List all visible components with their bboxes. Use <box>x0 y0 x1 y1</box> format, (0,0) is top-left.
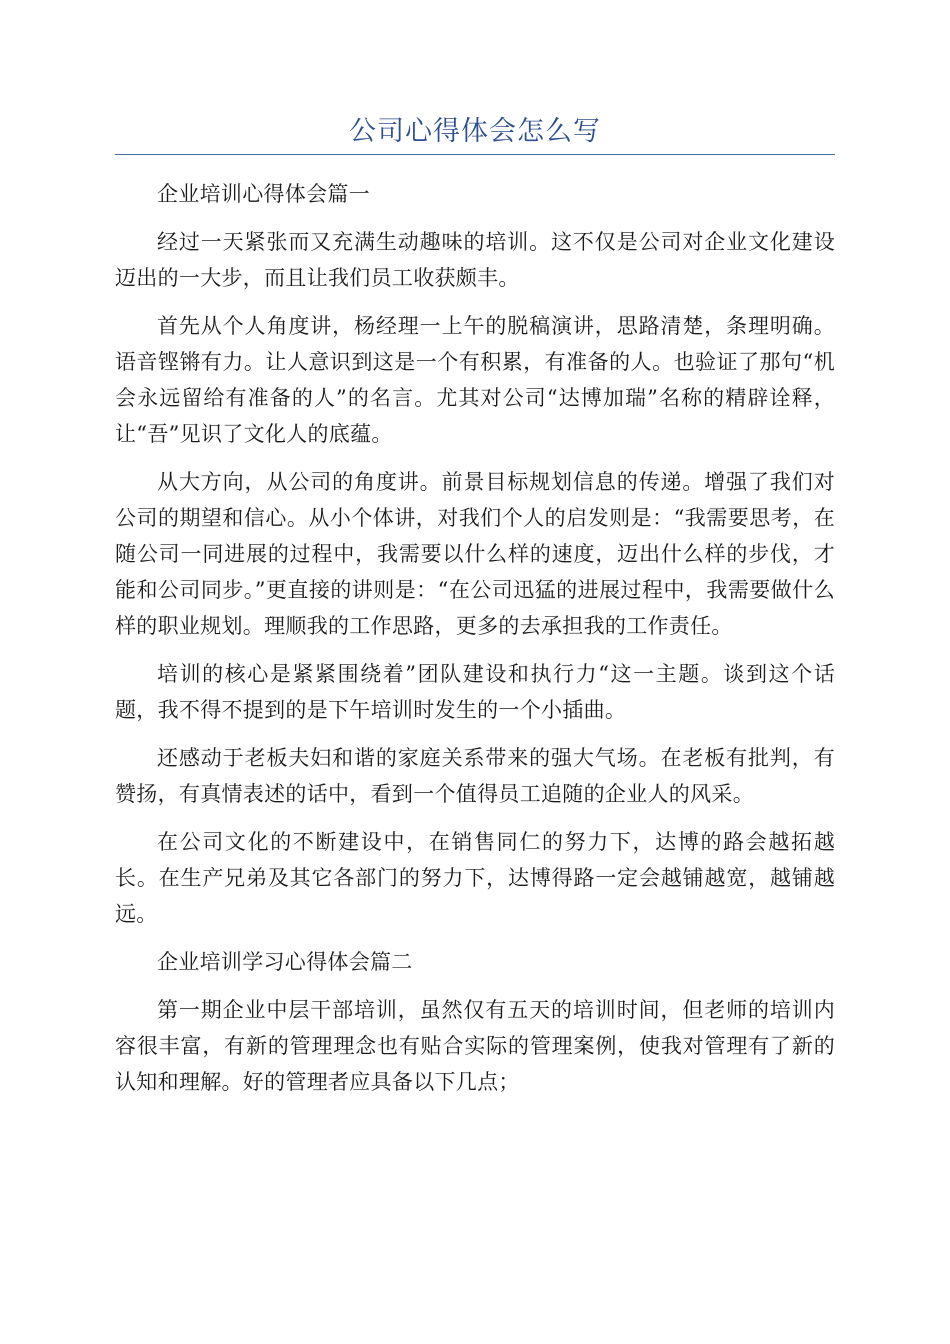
section-heading-1: 企业培训心得体会篇一 <box>157 182 370 206</box>
paragraph: 还感动于老板夫妇和谐的家庭关系带来的强大气场。在老板有批判，有赞扬，有真情表述的话中，看到一个值得员工追随的企业人的风采。 <box>115 746 835 806</box>
paragraph: 从大方向，从公司的角度讲。前景目标规划信息的传递。增强了我们对公司的期望和信心。从小个体讲，对我们个人的启发则是：“我需要思考，在随公司一同进展的过程中，我需要以什么样的速度，迈出什么样的步伐，才能和公司同步。”更直接的讲则是：“在公司迅猛的进展过程中，我需要做什么样的职业规划。理顺我的工作思路，更多的去承担我的工作责任。 <box>115 470 835 638</box>
paragraph: 培训的核心是紧紧围绕着”团队建设和执行力“这一主题。谈到这个话题，我不得不提到的是下午培训时发生的一个小插曲。 <box>115 662 835 722</box>
paragraph: 首先从个人角度讲，杨经理一上午的脱稿演讲，思路清楚，条理明确。语音铿锵有力。让人意识到这是一个有积累，有准备的人。也验证了那句“机会永远留给有准备的人”的名言。尤其对公司“达博加瑞”名称的精辟诠释，让“吾”见识了文化人的底蕴。 <box>115 314 835 446</box>
title-underline <box>115 154 835 155</box>
paragraph: 在公司文化的不断建设中，在销售同仁的努力下，达博的路会越拓越长。在生产兄弟及其它各部门的努力下，达博得路一定会越铺越宽，越铺越远。 <box>115 830 835 926</box>
section-heading-2: 企业培训学习心得体会篇二 <box>157 950 413 974</box>
paragraph: 经过一天紧张而又充满生动趣味的培训。这不仅是公司对企业文化建设迈出的一大步，而且让我们员工收获颇丰。 <box>115 230 835 290</box>
paragraph: 第一期企业中层干部培训，虽然仅有五天的培训时间，但老师的培训内容很丰富，有新的管理理念也有贴合实际的管理案例，使我对管理有了新的认知和理解。好的管理者应具备以下几点； <box>115 998 835 1094</box>
document-body <box>115 176 835 1112</box>
page-title: 公司心得体会怎么写 <box>349 116 601 147</box>
